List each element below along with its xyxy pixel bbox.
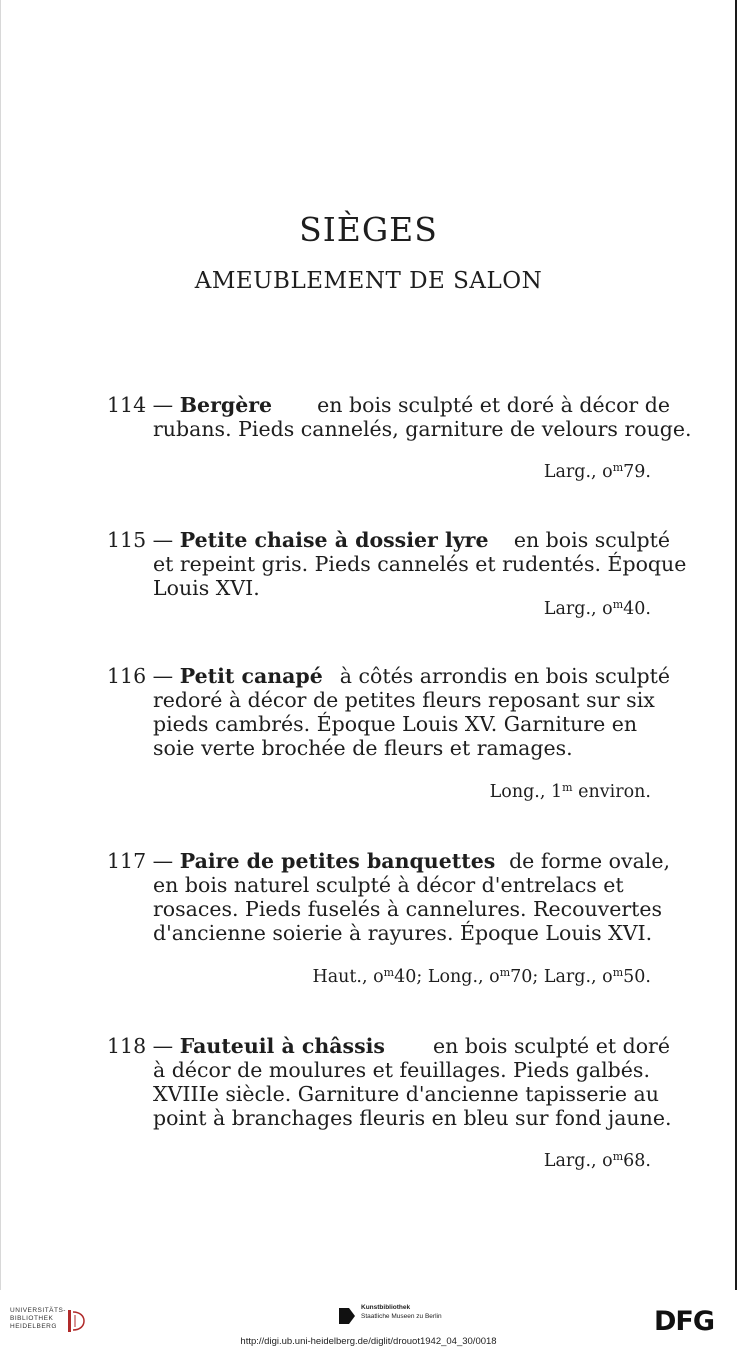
entry-text-line: à décor de moulures et feuillages. Pieds galbés.	[153, 1058, 650, 1082]
entry-dimension-114: Larg., $o^m79$.	[543, 461, 651, 482]
entry-text-line: en bois sculpté et doré	[433, 1034, 670, 1058]
entry-text-line: et repeint gris. Pieds cannelés et rudentés. Époque	[153, 552, 687, 576]
dfg-logo: DFG	[654, 1306, 715, 1337]
entry-text-line: en bois sculpté et doré à décor de	[317, 393, 670, 417]
entry-text-line: rubans. Pieds cannelés, garniture de velours rouge.	[153, 417, 692, 441]
entry-number: 115	[107, 528, 147, 552]
scan-edge-left	[0, 0, 1, 1347]
catalog-entry-114: 114 — Bergère en bois sculpté et doré à décor de rubans. Pieds cannelés, garniture de velours rouge.	[107, 393, 692, 441]
entry-name: Paire de petites banquettes	[179, 849, 496, 873]
entry-text-line: pieds cambrés. Époque Louis XV. Garniture en	[153, 712, 638, 736]
entry-dimension-116: Long., 1$^m$ environ.	[489, 781, 651, 802]
page-title: SIÈGES	[299, 210, 438, 249]
kunstbibliothek-logo-icon	[338, 1307, 356, 1325]
entry-dimension-117: Haut., $o^m40$; Long., $o^m70$; Larg., $o^m50$.	[312, 966, 651, 987]
entry-text-line: Louis XVI.	[153, 576, 260, 600]
entry-dimension-115: Larg., $o^m40$.	[543, 598, 651, 619]
entry-text-line: point à branchages fleuris en bleu sur fond jaune.	[153, 1106, 672, 1130]
entry-text-line: d'ancienne soierie à rayures. Époque Louis XVI.	[153, 921, 653, 945]
catalog-entry-117: 117 — Paire de petites banquettes de forme ovale, en bois naturel sculpté à décor d'entrelacs et rosaces. Pieds fuselés à cannelures. Recouvertes d'ancienne soierie à rayures. Époque Louis XVI.	[107, 849, 670, 945]
catalog-entry-118: 118 — Fauteuil à châssis en bois sculpté et doré à décor de moulures et feuillages. Pieds galbés. XVIIIe siècle. Garniture d'ancienne tapisserie au point à branchages fleuris en bleu sur fond jaune.	[107, 1034, 672, 1130]
entry-text-line: de forme ovale,	[509, 849, 670, 873]
entry-name: Bergère	[179, 393, 273, 417]
entry-number: 116	[107, 664, 147, 688]
entry-text-line: à côtés arrondis en bois sculpté	[339, 664, 670, 688]
page-subtitle: AMEUBLEMENT DE SALON	[194, 268, 543, 294]
university-library-logo-text: UNIVERSITÄTS- BIBLIOTHEK HEIDELBERG	[10, 1307, 66, 1330]
entry-name: Petite chaise à dossier lyre	[179, 528, 489, 552]
kunstbibliothek-label: Kunstbibliothek Staatliche Museen zu Berlin	[361, 1304, 442, 1320]
catalog-entry-116: 116 — Petit canapé à côtés arrondis en bois sculpté redoré à décor de petites fleurs reposant sur six pieds cambrés. Époque Louis XV. Garniture en soie verte brochée de fleurs et ramages.	[107, 664, 670, 760]
source-url[interactable]: http://digi.ub.uni-heidelberg.de/diglit/drouot1942_04_30/0018	[240, 1336, 497, 1347]
catalog-entry-115: 115 — Petite chaise à dossier lyre en bois sculpté et repeint gris. Pieds cannelés et rudentés. Époque Louis XVI.	[107, 528, 687, 600]
entry-text-line: soie verte brochée de fleurs et ramages.	[153, 736, 573, 760]
entry-number: 118	[107, 1034, 147, 1058]
entry-text-line: rosaces. Pieds fuselés à cannelures. Recouvertes	[153, 897, 663, 921]
entry-text-line: XVIIIe siècle. Garniture d'ancienne tapisserie au	[153, 1082, 659, 1106]
entry-name: Petit canapé	[179, 664, 323, 688]
entry-text-line: redoré à décor de petites fleurs reposant sur six	[153, 688, 655, 712]
entry-number: 114	[107, 393, 147, 417]
entry-text-line: en bois sculpté	[513, 528, 670, 552]
entry-number: 117	[107, 849, 147, 873]
university-seal-icon	[66, 1308, 86, 1334]
entry-dimension-118: Larg., $o^m68$.	[543, 1150, 651, 1171]
entry-text-line: en bois naturel sculpté à décor d'entrelacs et	[153, 873, 624, 897]
entry-name: Fauteuil à châssis	[179, 1034, 385, 1058]
